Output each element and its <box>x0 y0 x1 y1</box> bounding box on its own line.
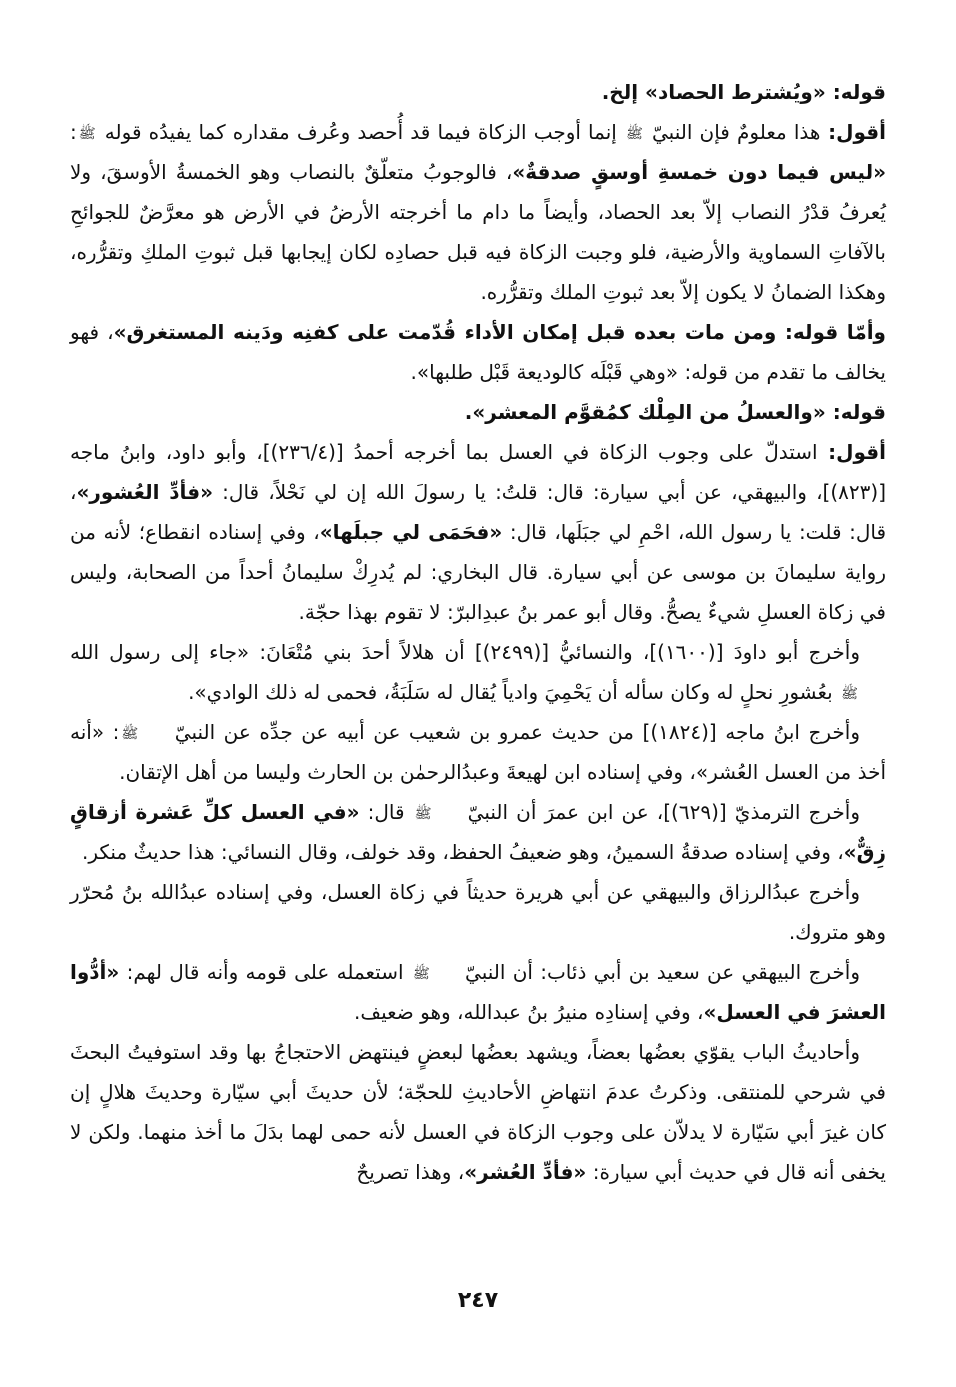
text-run: : <box>70 120 77 144</box>
bold-text-run: أقول: <box>817 440 887 464</box>
text-run: ، قال: قلت: يا رسول الله، احْمِ لي جبَلَها، قال: <box>70 480 887 544</box>
paragraph <box>70 872 886 952</box>
text-run: ، وفي إسناده صدقةُ السمينُ، وهو ضعيفُ الحفظ، وقد خولف، وقال النسائي: هذا حديثٌ منكر. <box>81 840 844 864</box>
text-run: ، فهو يخالف ما تقدم من قوله: «وهي قَبْلَه كالوديعة قَبْل طلبها». <box>70 320 886 384</box>
pbuh-symbol-icon: ﷺ <box>625 125 643 142</box>
text-run: ، وهذا تصريحٌ <box>356 1160 465 1184</box>
pbuh-symbol-icon: ﷺ <box>412 965 430 982</box>
bold-text-run: «أدُّوا العشرَ في العسل» <box>70 960 886 1024</box>
pbuh-symbol-icon: ﷺ <box>841 685 858 702</box>
paragraph <box>70 432 886 632</box>
paragraph <box>70 952 886 1032</box>
paragraph <box>70 72 886 112</box>
paragraph <box>70 1032 886 1192</box>
text-run: إنما أوجب الزكاة فيما قد أُحصد وعُرف مقداره كما يفيدُه قوله <box>97 120 624 144</box>
text-run: وأخرج البيهقي عن سعيد بن أبي ذئاب: أن النبيّ <box>457 960 860 984</box>
bold-text-run: «فأدِّ العُشر» <box>464 1160 587 1184</box>
text-run: وأخرج ابنُ ماجه [(١٨٢٤)] من حديث عمرو بن شعيب عن أبيه عن جدِّه عن النبيّ <box>166 720 861 744</box>
bold-text-run: «ليس فيما دون خمسةِ أوسقٍ صدقةٌ» <box>512 160 886 184</box>
paragraph <box>70 112 886 312</box>
text-run: وأخرج أبو داودَ [(١٦٠٠)]، والنسائيُّ [(٢٤٩٩)] أن هلالاً أحدَ بني مُتْعَانَ: «جاء إلى رسول الله <box>70 640 860 664</box>
text-run: وأخرج الترمذيّ [(٦٢٩)]، عن ابن عمرَ أن النبيّ <box>459 800 860 824</box>
bold-text-run: «فأدِّ العُشور» <box>76 480 214 504</box>
pbuh-symbol-icon: ﷺ <box>414 805 432 822</box>
pbuh-symbol-icon: ﷺ <box>121 725 139 742</box>
text-run: هذا معلومٌ فإن النبيّ <box>644 120 821 144</box>
paragraph <box>70 712 886 792</box>
text-run: استعمله على قومه وأنه قال لهم: <box>119 960 411 984</box>
page-number: ٢٤٧ <box>457 1288 499 1313</box>
bold-text-run: «في العسل كلِّ عَشرة أزقاقٍ زِقٌّ» <box>70 800 886 864</box>
paragraph <box>70 392 886 432</box>
text-run: بعُشورِ نحلٍ له وكان سأله أن يَحْمِيَ وادياً يُقال له سَلَبَةُ، فحمى له ذلك الوادي». <box>188 680 840 704</box>
text-run: وأحاديثُ الباب يقوّي بعضُها بعضاً، ويشهد بعضُها لبعضٍ فينتهض الاحتجاجُ بها وقد استوفيتُ البحثَ في شرحي للمنتقى. وذكرتُ عدمَ انتهاضِ الأحاديثِ للحجّة؛ لأن حديثَ أبي سيّارة وحديثَ هلالٍ إن كان غيرَ أبي سَيّارة لا يدلاّن على وجوب الزكاة في العسل لأنه حمى لهما بدَلَ ما أخذ منهما. ولكن لا يخفى أنه قال في حديث أبي سيارة: <box>70 1040 886 1184</box>
text-run: ، فالوجوبُ متعلّقٌ بالنصاب وهو الخمسةُ الأوسقَ، ولا يُعرفُ قدْرُ النصاب إلاّ بعد الحصاد، وأيضاً ما دام ما أخرجته الأرضُ في الأرض هو معرَّضٌ للجوائحِ بالآفاتِ السماوية والأرضية، فلو وجبت الزكاة فيه قبل حصادِه لكان إيجابها قبل ثبوتِ الملكِ وتقرُّره، وهكذا الضمانُ لا يكون إلاّ بعد ثبوتِ الملك وتقرُّره. <box>70 160 886 304</box>
text-run: ، وفي إسناده انقطاع؛ لأنه من رواية سليمانَ بن موسى عن أبي سيارة. قال البخاري: لم يُدرِكْ سليمانُ أحداً من الصحابة، وليس في زكاة العسلِ شيءٌ يصحُّ. وقال أبو عمر بنُ عبدِالبرّ: لا تقوم بهذا حجّة. <box>70 520 886 624</box>
text-run: استدلّ على وجوب الزكاة في العسل بما أخرجه أحمدُ [(٢٣٦/٤)]، وأبو داود، وابنُ ماجه [(٨٢٣)]، والبيهقي، عن أبي سيارة: قال: قلتُ: يا رسولَ الله إن لي نَحْلاً، قال: <box>70 440 886 504</box>
page-body <box>70 72 886 1192</box>
paragraph <box>70 792 886 872</box>
paragraph <box>70 632 886 712</box>
bold-text-run: وأمّا قوله: ومن مات بعده قبل إمكان الأداء قُدّمت على كفنِه ودَينه المستغرق» <box>113 320 886 344</box>
text-run: : «أنه أخذ من العسل العُشر»، وفي إسناده ابن لهيعةَ وعبدُالرحمٰن بن الحارث وليسا من أهل الإتقان. <box>70 720 886 784</box>
paragraph <box>70 312 886 392</box>
pbuh-symbol-icon: ﷺ <box>78 125 96 142</box>
bold-text-run: قوله: «ويُشترط الحصاد» إلخ. <box>601 80 886 104</box>
text-run: قال: <box>359 800 413 824</box>
bold-text-run: أقول: <box>820 120 886 144</box>
bold-text-run: «فحَمَى لي جبلَها» <box>319 520 503 544</box>
text-run: وأخرج عبدُالرزاق والبيهقي عن أبي هريرة حديثاً في زكاة العسل، وفي إسناده عبدُالله بنُ مُحرّر وهو متروك. <box>70 880 886 944</box>
bold-text-run: قوله: «والعسلُ من المِلْك كمُقوَّم المعشر». <box>464 400 886 424</box>
text-run: ، وفي إسنادِه منيرُ بنُ عبدالله، وهو ضعيف. <box>354 1000 704 1024</box>
